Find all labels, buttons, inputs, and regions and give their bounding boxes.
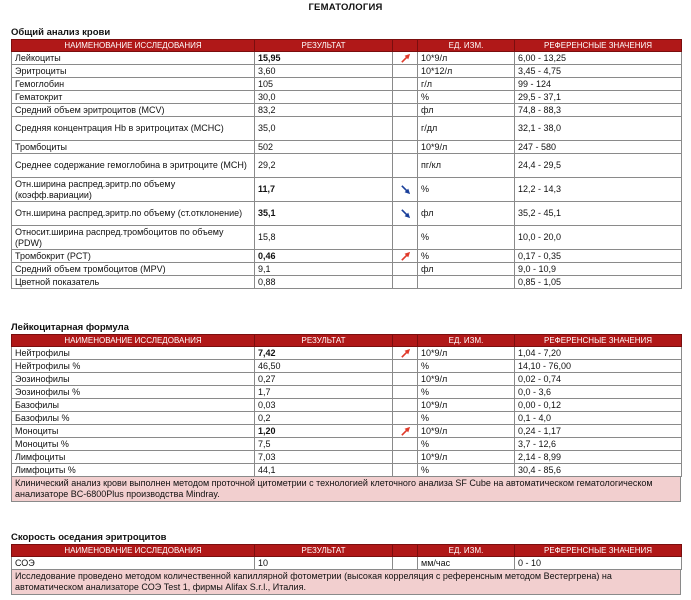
test-result: 44,1 — [255, 464, 393, 477]
flag-cell — [393, 425, 418, 438]
test-result: 10 — [255, 557, 393, 570]
test-name: Эозинофилы % — [12, 386, 255, 399]
test-unit: % — [418, 464, 515, 477]
flag-cell — [393, 226, 418, 250]
column-header: НАИМЕНОВАНИЕ ИССЛЕДОВАНИЯ — [12, 545, 255, 557]
test-result: 30,0 — [255, 91, 393, 104]
arrow-down-icon — [400, 184, 411, 195]
flag-cell — [393, 52, 418, 65]
test-result: 15,8 — [255, 226, 393, 250]
test-name: Моноциты % — [12, 438, 255, 451]
section-leukocyte-formula — [11, 321, 681, 502]
flag-cell — [393, 65, 418, 78]
test-unit: фл — [418, 263, 515, 276]
table-row — [12, 141, 682, 154]
table-row — [12, 154, 682, 178]
column-header: РЕФЕРЕНСНЫЕ ЗНАЧЕНИЯ — [515, 40, 682, 52]
test-result: 7,5 — [255, 438, 393, 451]
test-unit: мм/час — [418, 557, 515, 570]
test-reference: 35,2 - 45,1 — [515, 202, 682, 226]
column-header: РЕФЕРЕНСНЫЕ ЗНАЧЕНИЯ — [515, 545, 682, 557]
table-row — [12, 178, 682, 202]
table-row — [12, 399, 682, 412]
test-reference: 6,00 - 13,25 — [515, 52, 682, 65]
table-row — [12, 276, 682, 289]
test-result: 3,60 — [255, 65, 393, 78]
table-header-row — [12, 335, 682, 347]
test-unit: % — [418, 91, 515, 104]
page-title: ГЕМАТОЛОГИЯ — [308, 2, 383, 13]
test-unit: % — [418, 226, 515, 250]
test-result: 9,1 — [255, 263, 393, 276]
test-reference: 14,10 - 76,00 — [515, 360, 682, 373]
column-header — [393, 545, 418, 557]
test-result: 83,2 — [255, 104, 393, 117]
test-unit: фл — [418, 104, 515, 117]
table-row — [12, 347, 682, 360]
test-result: 0,27 — [255, 373, 393, 386]
flag-cell — [393, 557, 418, 570]
table-row — [12, 91, 682, 104]
test-reference: 9,0 - 10,9 — [515, 263, 682, 276]
section-title: Скорость оседания эритроцитов — [11, 532, 167, 543]
test-unit: 10*9/л — [418, 347, 515, 360]
test-name: Нейтрофилы — [12, 347, 255, 360]
test-name: СОЭ — [12, 557, 255, 570]
test-reference: 1,04 - 7,20 — [515, 347, 682, 360]
test-reference: 32,1 - 38,0 — [515, 117, 682, 141]
test-name: Тромбоциты — [12, 141, 255, 154]
column-header: ЕД. ИЗМ. — [418, 40, 515, 52]
test-reference: 74,8 - 88,3 — [515, 104, 682, 117]
test-result: 15,95 — [255, 52, 393, 65]
table-row — [12, 557, 682, 570]
test-result: 1,20 — [255, 425, 393, 438]
table-row — [12, 52, 682, 65]
test-unit: пг/кл — [418, 154, 515, 178]
test-result: 105 — [255, 78, 393, 91]
test-name: Тромбокрит (PCT) — [12, 250, 255, 263]
test-name: Среднее содержание гемоглобина в эритроците (MCH) — [12, 154, 255, 178]
test-unit: фл — [418, 202, 515, 226]
test-reference: 30,4 - 85,6 — [515, 464, 682, 477]
results-table — [11, 334, 682, 477]
arrow-up-icon — [400, 348, 411, 359]
test-name: Гематокрит — [12, 91, 255, 104]
column-header: ЕД. ИЗМ. — [418, 335, 515, 347]
column-header: РЕФЕРЕНСНЫЕ ЗНАЧЕНИЯ — [515, 335, 682, 347]
test-unit: % — [418, 386, 515, 399]
test-reference: 99 - 124 — [515, 78, 682, 91]
table-row — [12, 226, 682, 250]
flag-cell — [393, 117, 418, 141]
test-unit: % — [418, 412, 515, 425]
test-unit: 10*9/л — [418, 399, 515, 412]
test-name: Эритроциты — [12, 65, 255, 78]
test-name: Базофилы % — [12, 412, 255, 425]
table-row — [12, 425, 682, 438]
column-header: НАИМЕНОВАНИЕ ИССЛЕДОВАНИЯ — [12, 40, 255, 52]
flag-cell — [393, 360, 418, 373]
test-reference: 29,5 - 37,1 — [515, 91, 682, 104]
flag-cell — [393, 178, 418, 202]
test-name: Лимфоциты — [12, 451, 255, 464]
test-reference: 0,1 - 4,0 — [515, 412, 682, 425]
test-reference: 0,00 - 0,12 — [515, 399, 682, 412]
table-row — [12, 360, 682, 373]
test-reference: 247 - 580 — [515, 141, 682, 154]
test-name: Эозинофилы — [12, 373, 255, 386]
column-header — [393, 335, 418, 347]
test-result: 0,88 — [255, 276, 393, 289]
flag-cell — [393, 438, 418, 451]
flag-cell — [393, 464, 418, 477]
flag-cell — [393, 412, 418, 425]
table-row — [12, 202, 682, 226]
section-esr — [11, 531, 681, 595]
table-row — [12, 65, 682, 78]
test-reference: 0 - 10 — [515, 557, 682, 570]
column-header: РЕЗУЛЬТАТ — [255, 545, 393, 557]
test-reference: 3,7 - 12,6 — [515, 438, 682, 451]
test-name: Лимфоциты % — [12, 464, 255, 477]
test-reference: 10,0 - 20,0 — [515, 226, 682, 250]
test-reference: 2,14 - 8,99 — [515, 451, 682, 464]
column-header: НАИМЕНОВАНИЕ ИССЛЕДОВАНИЯ — [12, 335, 255, 347]
test-result: 0,03 — [255, 399, 393, 412]
flag-cell — [393, 250, 418, 263]
results-table — [11, 39, 682, 289]
table-row — [12, 117, 682, 141]
column-header: ЕД. ИЗМ. — [418, 545, 515, 557]
test-reference: 0,85 - 1,05 — [515, 276, 682, 289]
test-unit: % — [418, 250, 515, 263]
section-title: Лейкоцитарная формула — [11, 322, 129, 333]
test-result: 29,2 — [255, 154, 393, 178]
arrow-up-icon — [400, 426, 411, 437]
flag-cell — [393, 373, 418, 386]
arrow-down-icon — [400, 208, 411, 219]
flag-cell — [393, 91, 418, 104]
table-row — [12, 250, 682, 263]
table-row — [12, 451, 682, 464]
test-name: Лейкоциты — [12, 52, 255, 65]
test-reference: 0,02 - 0,74 — [515, 373, 682, 386]
table-row — [12, 263, 682, 276]
flag-cell — [393, 202, 418, 226]
test-reference: 12,2 - 14,3 — [515, 178, 682, 202]
test-unit: % — [418, 438, 515, 451]
flag-cell — [393, 386, 418, 399]
test-reference: 0,17 - 0,35 — [515, 250, 682, 263]
test-reference: 24,4 - 29,5 — [515, 154, 682, 178]
method-note: Исследование проведено методом количественной капиллярной фотометрии (высокая корреляция с референсным методом Вестергрена) на автоматическом анализаторе СОЭ Test 1, фирмы Alifax S.r.l., Италия. — [11, 570, 681, 595]
flag-cell — [393, 141, 418, 154]
test-name: Гемоглобин — [12, 78, 255, 91]
test-unit: % — [418, 360, 515, 373]
test-reference: 0,24 - 1,17 — [515, 425, 682, 438]
table-row — [12, 78, 682, 91]
flag-cell — [393, 78, 418, 91]
table-header-row — [12, 40, 682, 52]
flag-cell — [393, 451, 418, 464]
method-note: Клинический анализ крови выполнен методом проточной цитометрии с технологией клеточного анализа SF Cube на автоматическом гематологическом анализаторе BC-6800Plus производства Mindray. — [11, 477, 681, 502]
test-reference: 0,0 - 3,6 — [515, 386, 682, 399]
flag-cell — [393, 399, 418, 412]
test-name: Моноциты — [12, 425, 255, 438]
test-name: Цветной показатель — [12, 276, 255, 289]
test-result: 11,7 — [255, 178, 393, 202]
column-header: РЕЗУЛЬТАТ — [255, 40, 393, 52]
column-header: РЕЗУЛЬТАТ — [255, 335, 393, 347]
test-unit: 10*12/л — [418, 65, 515, 78]
table-row — [12, 386, 682, 399]
table-row — [12, 104, 682, 117]
test-result: 0,46 — [255, 250, 393, 263]
test-result: 7,42 — [255, 347, 393, 360]
test-unit: % — [418, 178, 515, 202]
test-name: Базофилы — [12, 399, 255, 412]
test-unit: 10*9/л — [418, 52, 515, 65]
test-name: Относит.ширина распред.тромбоцитов по объему (PDW) — [12, 226, 255, 250]
test-result: 35,1 — [255, 202, 393, 226]
test-name: Средний объем тромбоцитов (MPV) — [12, 263, 255, 276]
table-row — [12, 438, 682, 451]
test-name: Отн.ширина распред.эритр.по объему (ст.отклонение) — [12, 202, 255, 226]
arrow-up-icon — [400, 251, 411, 262]
test-result: 7,03 — [255, 451, 393, 464]
test-unit — [418, 276, 515, 289]
test-unit: 10*9/л — [418, 451, 515, 464]
test-name: Нейтрофилы % — [12, 360, 255, 373]
table-header-row — [12, 545, 682, 557]
test-result: 502 — [255, 141, 393, 154]
table-row — [12, 464, 682, 477]
results-table — [11, 544, 682, 570]
test-unit: 10*9/л — [418, 373, 515, 386]
section-cbc — [11, 26, 681, 289]
arrow-up-icon — [400, 53, 411, 64]
test-result: 46,50 — [255, 360, 393, 373]
test-name: Средняя концентрация Hb в эритроцитах (MCHC) — [12, 117, 255, 141]
flag-cell — [393, 104, 418, 117]
test-unit: 10*9/л — [418, 425, 515, 438]
flag-cell — [393, 263, 418, 276]
test-result: 1,7 — [255, 386, 393, 399]
test-result: 35,0 — [255, 117, 393, 141]
flag-cell — [393, 276, 418, 289]
test-unit: 10*9/л — [418, 141, 515, 154]
test-unit: г/л — [418, 78, 515, 91]
column-header — [393, 40, 418, 52]
test-result: 0,2 — [255, 412, 393, 425]
flag-cell — [393, 347, 418, 360]
section-title: Общий анализ крови — [11, 27, 111, 38]
test-unit: г/дл — [418, 117, 515, 141]
test-reference: 3,45 - 4,75 — [515, 65, 682, 78]
test-name: Средний объем эритроцитов (MCV) — [12, 104, 255, 117]
test-name: Отн.ширина распред.эритр.по объему (коэфф.вариации) — [12, 178, 255, 202]
table-row — [12, 412, 682, 425]
flag-cell — [393, 154, 418, 178]
table-row — [12, 373, 682, 386]
